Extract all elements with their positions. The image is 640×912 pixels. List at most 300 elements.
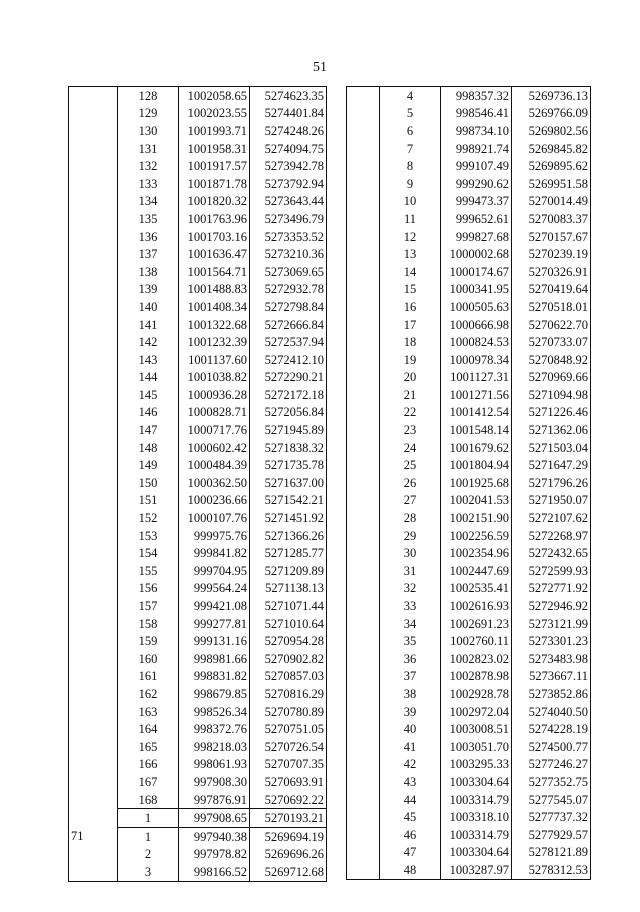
x-coordinate-cell: 999107.49 bbox=[441, 157, 512, 175]
y-coordinate-cell: 5273210.36 bbox=[250, 245, 327, 263]
group-cell bbox=[347, 87, 380, 105]
table-row bbox=[69, 827, 327, 845]
group-cell bbox=[69, 685, 118, 703]
x-coordinate-cell: 999131.16 bbox=[179, 632, 250, 650]
table-row bbox=[347, 808, 591, 826]
point-number-cell: 23 bbox=[380, 421, 441, 439]
y-coordinate-cell: 5271838.32 bbox=[250, 439, 327, 457]
group-cell bbox=[347, 210, 380, 228]
group-cell bbox=[347, 474, 380, 492]
table-row bbox=[347, 615, 591, 633]
x-coordinate-cell: 1001488.83 bbox=[179, 281, 250, 299]
y-coordinate-cell: 5278312.53 bbox=[512, 861, 591, 879]
table-row bbox=[69, 175, 327, 193]
table-row bbox=[347, 439, 591, 457]
group-cell bbox=[69, 193, 118, 211]
group-cell bbox=[69, 386, 118, 404]
x-coordinate-cell: 1000505.63 bbox=[441, 298, 512, 316]
table-row bbox=[69, 386, 327, 404]
group-cell bbox=[347, 615, 380, 633]
x-coordinate-cell: 998921.74 bbox=[441, 140, 512, 158]
coordinates-table-left bbox=[68, 86, 327, 882]
group-cell bbox=[69, 316, 118, 334]
table-row bbox=[347, 228, 591, 246]
point-number-cell: 131 bbox=[118, 140, 179, 158]
y-coordinate-cell: 5272666.84 bbox=[250, 316, 327, 334]
table-row bbox=[347, 333, 591, 351]
y-coordinate-cell: 5272268.97 bbox=[512, 527, 591, 545]
y-coordinate-cell: 5271945.89 bbox=[250, 421, 327, 439]
y-coordinate-cell: 5271094.98 bbox=[512, 386, 591, 404]
y-coordinate-cell: 5273643.44 bbox=[250, 193, 327, 211]
group-cell bbox=[69, 846, 118, 864]
y-coordinate-cell: 5272432.65 bbox=[512, 544, 591, 562]
y-coordinate-cell: 5270083.37 bbox=[512, 210, 591, 228]
point-number-cell: 129 bbox=[118, 105, 179, 123]
x-coordinate-cell: 1000362.50 bbox=[179, 474, 250, 492]
table-row bbox=[347, 193, 591, 211]
x-coordinate-cell: 998734.10 bbox=[441, 122, 512, 140]
table-row bbox=[347, 773, 591, 791]
x-coordinate-cell: 1003295.33 bbox=[441, 756, 512, 774]
group-cell bbox=[347, 333, 380, 351]
y-coordinate-cell: 5273121.99 bbox=[512, 615, 591, 633]
y-coordinate-cell: 5271637.00 bbox=[250, 474, 327, 492]
x-coordinate-cell: 1001871.78 bbox=[179, 175, 250, 193]
x-coordinate-cell: 998546.41 bbox=[441, 105, 512, 123]
group-cell bbox=[69, 421, 118, 439]
point-number-cell: 16 bbox=[380, 298, 441, 316]
point-number-cell: 150 bbox=[118, 474, 179, 492]
table-row bbox=[69, 492, 327, 510]
x-coordinate-cell: 997940.38 bbox=[179, 827, 250, 845]
point-number-cell: 34 bbox=[380, 615, 441, 633]
table-row bbox=[69, 650, 327, 668]
x-coordinate-cell: 1001137.60 bbox=[179, 351, 250, 369]
y-coordinate-cell: 5272056.84 bbox=[250, 404, 327, 422]
x-coordinate-cell: 1000602.42 bbox=[179, 439, 250, 457]
y-coordinate-cell: 5274040.50 bbox=[512, 703, 591, 721]
point-number-cell: 43 bbox=[380, 773, 441, 791]
x-coordinate-cell: 1001763.96 bbox=[179, 210, 250, 228]
group-cell bbox=[69, 369, 118, 387]
x-coordinate-cell: 1002354.96 bbox=[441, 544, 512, 562]
table-row bbox=[69, 105, 327, 123]
y-coordinate-cell: 5272771.92 bbox=[512, 580, 591, 598]
group-cell bbox=[347, 492, 380, 510]
y-coordinate-cell: 5270751.05 bbox=[250, 720, 327, 738]
group-cell bbox=[347, 773, 380, 791]
point-number-cell: 164 bbox=[118, 720, 179, 738]
x-coordinate-cell: 1000978.34 bbox=[441, 351, 512, 369]
x-coordinate-cell: 998372.76 bbox=[179, 720, 250, 738]
group-cell bbox=[347, 562, 380, 580]
y-coordinate-cell: 5273301.23 bbox=[512, 632, 591, 650]
y-coordinate-cell: 5270969.66 bbox=[512, 369, 591, 387]
y-coordinate-cell: 5270014.49 bbox=[512, 193, 591, 211]
point-number-cell: 46 bbox=[380, 826, 441, 844]
point-number-cell: 33 bbox=[380, 597, 441, 615]
group-cell bbox=[69, 122, 118, 140]
point-number-cell: 15 bbox=[380, 281, 441, 299]
table-row bbox=[347, 720, 591, 738]
table-row bbox=[69, 509, 327, 527]
x-coordinate-cell: 997978.82 bbox=[179, 846, 250, 864]
x-coordinate-cell: 1000828.71 bbox=[179, 404, 250, 422]
x-coordinate-cell: 999564.24 bbox=[179, 580, 250, 598]
group-cell bbox=[69, 263, 118, 281]
x-coordinate-cell: 999421.08 bbox=[179, 597, 250, 615]
point-number-cell: 13 bbox=[380, 245, 441, 263]
y-coordinate-cell: 5271647.29 bbox=[512, 456, 591, 474]
group-cell bbox=[347, 703, 380, 721]
y-coordinate-cell: 5269802.56 bbox=[512, 122, 591, 140]
group-cell bbox=[347, 245, 380, 263]
group-cell bbox=[347, 632, 380, 650]
group-cell bbox=[347, 369, 380, 387]
y-coordinate-cell: 5270239.19 bbox=[512, 245, 591, 263]
table-row bbox=[69, 685, 327, 703]
y-coordinate-cell: 5271451.92 bbox=[250, 509, 327, 527]
table-row bbox=[69, 193, 327, 211]
y-coordinate-cell: 5271285.77 bbox=[250, 544, 327, 562]
y-coordinate-cell: 5272172.18 bbox=[250, 386, 327, 404]
y-coordinate-cell: 5274248.26 bbox=[250, 122, 327, 140]
table-row bbox=[69, 298, 327, 316]
table-row bbox=[69, 157, 327, 175]
point-number-cell: 157 bbox=[118, 597, 179, 615]
point-number-cell: 12 bbox=[380, 228, 441, 246]
y-coordinate-cell: 5277929.57 bbox=[512, 826, 591, 844]
point-number-cell: 159 bbox=[118, 632, 179, 650]
y-coordinate-cell: 5271796.26 bbox=[512, 474, 591, 492]
x-coordinate-cell: 1002760.11 bbox=[441, 632, 512, 650]
y-coordinate-cell: 5273069.65 bbox=[250, 263, 327, 281]
y-coordinate-cell: 5272290.21 bbox=[250, 369, 327, 387]
group-cell bbox=[69, 404, 118, 422]
group-cell bbox=[347, 175, 380, 193]
x-coordinate-cell: 1002878.98 bbox=[441, 668, 512, 686]
point-number-cell: 4 bbox=[380, 87, 441, 105]
table-row bbox=[69, 281, 327, 299]
point-number-cell: 1 bbox=[118, 827, 179, 845]
point-number-cell: 32 bbox=[380, 580, 441, 598]
group-cell: 71 bbox=[69, 827, 118, 845]
point-number-cell: 30 bbox=[380, 544, 441, 562]
point-number-cell: 148 bbox=[118, 439, 179, 457]
table-row bbox=[69, 140, 327, 158]
group-cell bbox=[69, 157, 118, 175]
group-cell bbox=[347, 668, 380, 686]
point-number-cell: 47 bbox=[380, 844, 441, 862]
x-coordinate-cell: 998981.66 bbox=[179, 650, 250, 668]
table-row bbox=[347, 844, 591, 862]
x-coordinate-cell: 999841.82 bbox=[179, 544, 250, 562]
y-coordinate-cell: 5274500.77 bbox=[512, 738, 591, 756]
table-row bbox=[69, 580, 327, 598]
table-row bbox=[347, 157, 591, 175]
group-cell bbox=[347, 756, 380, 774]
group-cell bbox=[347, 386, 380, 404]
point-number-cell: 165 bbox=[118, 738, 179, 756]
x-coordinate-cell: 1002616.93 bbox=[441, 597, 512, 615]
x-coordinate-cell: 1001271.56 bbox=[441, 386, 512, 404]
table-row bbox=[347, 826, 591, 844]
y-coordinate-cell: 5273852.86 bbox=[512, 685, 591, 703]
y-coordinate-cell: 5272537.94 bbox=[250, 333, 327, 351]
y-coordinate-cell: 5270692.22 bbox=[250, 791, 327, 809]
y-coordinate-cell: 5273483.98 bbox=[512, 650, 591, 668]
y-coordinate-cell: 5271010.64 bbox=[250, 615, 327, 633]
x-coordinate-cell: 1002823.02 bbox=[441, 650, 512, 668]
point-number-cell: 3 bbox=[118, 863, 179, 881]
table-row bbox=[69, 863, 327, 881]
group-cell bbox=[347, 122, 380, 140]
group-cell bbox=[69, 773, 118, 791]
x-coordinate-cell: 997876.91 bbox=[179, 791, 250, 809]
group-cell bbox=[69, 738, 118, 756]
x-coordinate-cell: 998357.32 bbox=[441, 87, 512, 105]
group-cell bbox=[69, 544, 118, 562]
y-coordinate-cell: 5271542.21 bbox=[250, 492, 327, 510]
group-cell bbox=[69, 863, 118, 881]
x-coordinate-cell: 1002023.55 bbox=[179, 105, 250, 123]
table-row bbox=[69, 421, 327, 439]
y-coordinate-cell: 5270816.29 bbox=[250, 685, 327, 703]
table-row bbox=[69, 632, 327, 650]
group-cell bbox=[69, 650, 118, 668]
group-cell bbox=[69, 597, 118, 615]
point-number-cell: 9 bbox=[380, 175, 441, 193]
table-row bbox=[347, 861, 591, 879]
table-row bbox=[347, 791, 591, 809]
x-coordinate-cell: 999975.76 bbox=[179, 527, 250, 545]
point-number-cell: 144 bbox=[118, 369, 179, 387]
point-number-cell: 10 bbox=[380, 193, 441, 211]
table-row bbox=[69, 316, 327, 334]
x-coordinate-cell: 997908.65 bbox=[179, 809, 250, 828]
point-number-cell: 41 bbox=[380, 738, 441, 756]
x-coordinate-cell: 1000717.76 bbox=[179, 421, 250, 439]
point-number-cell: 22 bbox=[380, 404, 441, 422]
table-row bbox=[69, 369, 327, 387]
x-coordinate-cell: 1003318.10 bbox=[441, 808, 512, 826]
point-number-cell: 155 bbox=[118, 562, 179, 580]
group-cell bbox=[69, 456, 118, 474]
x-coordinate-cell: 1003287.97 bbox=[441, 861, 512, 879]
group-cell bbox=[69, 333, 118, 351]
group-cell bbox=[69, 632, 118, 650]
group-cell bbox=[69, 756, 118, 774]
table-row bbox=[69, 668, 327, 686]
x-coordinate-cell: 1001322.68 bbox=[179, 316, 250, 334]
point-number-cell: 162 bbox=[118, 685, 179, 703]
table-row bbox=[347, 650, 591, 668]
x-coordinate-cell: 998166.52 bbox=[179, 863, 250, 881]
y-coordinate-cell: 5271503.04 bbox=[512, 439, 591, 457]
point-number-cell: 163 bbox=[118, 703, 179, 721]
group-cell bbox=[347, 421, 380, 439]
y-coordinate-cell: 5274401.84 bbox=[250, 105, 327, 123]
point-number-cell: 25 bbox=[380, 456, 441, 474]
group-cell bbox=[347, 316, 380, 334]
point-number-cell: 154 bbox=[118, 544, 179, 562]
x-coordinate-cell: 1001703.16 bbox=[179, 228, 250, 246]
y-coordinate-cell: 5273792.94 bbox=[250, 175, 327, 193]
table-row bbox=[69, 562, 327, 580]
point-number-cell: 151 bbox=[118, 492, 179, 510]
x-coordinate-cell: 1001127.31 bbox=[441, 369, 512, 387]
y-coordinate-cell: 5269694.19 bbox=[250, 827, 327, 845]
point-number-cell: 35 bbox=[380, 632, 441, 650]
x-coordinate-cell: 1000107.76 bbox=[179, 509, 250, 527]
y-coordinate-cell: 5272412.10 bbox=[250, 351, 327, 369]
y-coordinate-cell: 5269712.68 bbox=[250, 863, 327, 881]
point-number-cell: 19 bbox=[380, 351, 441, 369]
point-number-cell: 42 bbox=[380, 756, 441, 774]
table-row bbox=[347, 87, 591, 105]
table-row bbox=[347, 351, 591, 369]
point-number-cell: 166 bbox=[118, 756, 179, 774]
table-row bbox=[347, 404, 591, 422]
group-cell bbox=[347, 140, 380, 158]
x-coordinate-cell: 1002691.23 bbox=[441, 615, 512, 633]
group-cell bbox=[347, 861, 380, 879]
table-row bbox=[347, 316, 591, 334]
table-row bbox=[347, 210, 591, 228]
y-coordinate-cell: 5272599.93 bbox=[512, 562, 591, 580]
y-coordinate-cell: 5270733.07 bbox=[512, 333, 591, 351]
table-row bbox=[69, 122, 327, 140]
table-row bbox=[347, 544, 591, 562]
table-body bbox=[69, 87, 327, 882]
point-number-cell: 14 bbox=[380, 263, 441, 281]
point-number-cell: 135 bbox=[118, 210, 179, 228]
point-number-cell: 146 bbox=[118, 404, 179, 422]
table-row bbox=[69, 527, 327, 545]
x-coordinate-cell: 999827.68 bbox=[441, 228, 512, 246]
table-row bbox=[347, 632, 591, 650]
y-coordinate-cell: 5270518.01 bbox=[512, 298, 591, 316]
table-row bbox=[69, 756, 327, 774]
y-coordinate-cell: 5270622.70 bbox=[512, 316, 591, 334]
x-coordinate-cell: 1001804.94 bbox=[441, 456, 512, 474]
y-coordinate-cell: 5270157.67 bbox=[512, 228, 591, 246]
x-coordinate-cell: 998218.03 bbox=[179, 738, 250, 756]
y-coordinate-cell: 5270419.64 bbox=[512, 281, 591, 299]
x-coordinate-cell: 1003051.70 bbox=[441, 738, 512, 756]
point-number-cell: 140 bbox=[118, 298, 179, 316]
group-cell bbox=[347, 597, 380, 615]
table-row bbox=[69, 615, 327, 633]
point-number-cell: 29 bbox=[380, 527, 441, 545]
x-coordinate-cell: 1001564.71 bbox=[179, 263, 250, 281]
y-coordinate-cell: 5270857.03 bbox=[250, 668, 327, 686]
x-coordinate-cell: 1001917.57 bbox=[179, 157, 250, 175]
y-coordinate-cell: 5274094.75 bbox=[250, 140, 327, 158]
point-number-cell: 44 bbox=[380, 791, 441, 809]
x-coordinate-cell: 1000824.53 bbox=[441, 333, 512, 351]
x-coordinate-cell: 1001820.32 bbox=[179, 193, 250, 211]
point-number-cell: 139 bbox=[118, 281, 179, 299]
y-coordinate-cell: 5271950.07 bbox=[512, 492, 591, 510]
point-number-cell: 20 bbox=[380, 369, 441, 387]
table-row bbox=[347, 175, 591, 193]
x-coordinate-cell: 1003314.79 bbox=[441, 826, 512, 844]
y-coordinate-cell: 5273667.11 bbox=[512, 668, 591, 686]
table-row bbox=[69, 474, 327, 492]
point-number-cell: 161 bbox=[118, 668, 179, 686]
y-coordinate-cell: 5269696.26 bbox=[250, 846, 327, 864]
x-coordinate-cell: 998061.93 bbox=[179, 756, 250, 774]
group-cell bbox=[347, 263, 380, 281]
x-coordinate-cell: 1002256.59 bbox=[441, 527, 512, 545]
point-number-cell: 133 bbox=[118, 175, 179, 193]
table-row bbox=[347, 421, 591, 439]
table-row bbox=[347, 580, 591, 598]
table-row bbox=[69, 351, 327, 369]
group-cell bbox=[347, 298, 380, 316]
point-number-cell: 48 bbox=[380, 861, 441, 879]
table-row bbox=[69, 404, 327, 422]
x-coordinate-cell: 1001958.31 bbox=[179, 140, 250, 158]
group-cell bbox=[69, 298, 118, 316]
group-cell bbox=[347, 228, 380, 246]
group-cell bbox=[347, 650, 380, 668]
table-row bbox=[347, 474, 591, 492]
group-cell bbox=[69, 809, 118, 828]
point-number-cell: 142 bbox=[118, 333, 179, 351]
point-number-cell: 141 bbox=[118, 316, 179, 334]
group-cell bbox=[69, 175, 118, 193]
point-number-cell: 167 bbox=[118, 773, 179, 791]
x-coordinate-cell: 1001636.47 bbox=[179, 245, 250, 263]
point-number-cell: 5 bbox=[380, 105, 441, 123]
group-cell bbox=[69, 87, 118, 105]
table-body bbox=[347, 87, 591, 880]
point-number-cell: 27 bbox=[380, 492, 441, 510]
group-cell bbox=[347, 157, 380, 175]
point-number-cell: 21 bbox=[380, 386, 441, 404]
x-coordinate-cell: 1000936.28 bbox=[179, 386, 250, 404]
y-coordinate-cell: 5270902.82 bbox=[250, 650, 327, 668]
y-coordinate-cell: 5272798.84 bbox=[250, 298, 327, 316]
group-cell bbox=[69, 562, 118, 580]
group-cell bbox=[69, 527, 118, 545]
y-coordinate-cell: 5270954.28 bbox=[250, 632, 327, 650]
point-number-cell: 132 bbox=[118, 157, 179, 175]
point-number-cell: 137 bbox=[118, 245, 179, 263]
y-coordinate-cell: 5271366.26 bbox=[250, 527, 327, 545]
table-row bbox=[347, 703, 591, 721]
group-cell bbox=[347, 808, 380, 826]
x-coordinate-cell: 1003304.64 bbox=[441, 844, 512, 862]
table-row bbox=[347, 140, 591, 158]
x-coordinate-cell: 1001548.14 bbox=[441, 421, 512, 439]
y-coordinate-cell: 5277246.27 bbox=[512, 756, 591, 774]
x-coordinate-cell: 999652.61 bbox=[441, 210, 512, 228]
point-number-cell: 153 bbox=[118, 527, 179, 545]
table-row bbox=[347, 756, 591, 774]
group-cell bbox=[347, 791, 380, 809]
table-row bbox=[347, 668, 591, 686]
point-number-cell: 6 bbox=[380, 122, 441, 140]
table-row bbox=[69, 439, 327, 457]
table-row bbox=[347, 509, 591, 527]
y-coordinate-cell: 5274228.19 bbox=[512, 720, 591, 738]
y-coordinate-cell: 5271226.46 bbox=[512, 404, 591, 422]
point-number-cell: 8 bbox=[380, 157, 441, 175]
